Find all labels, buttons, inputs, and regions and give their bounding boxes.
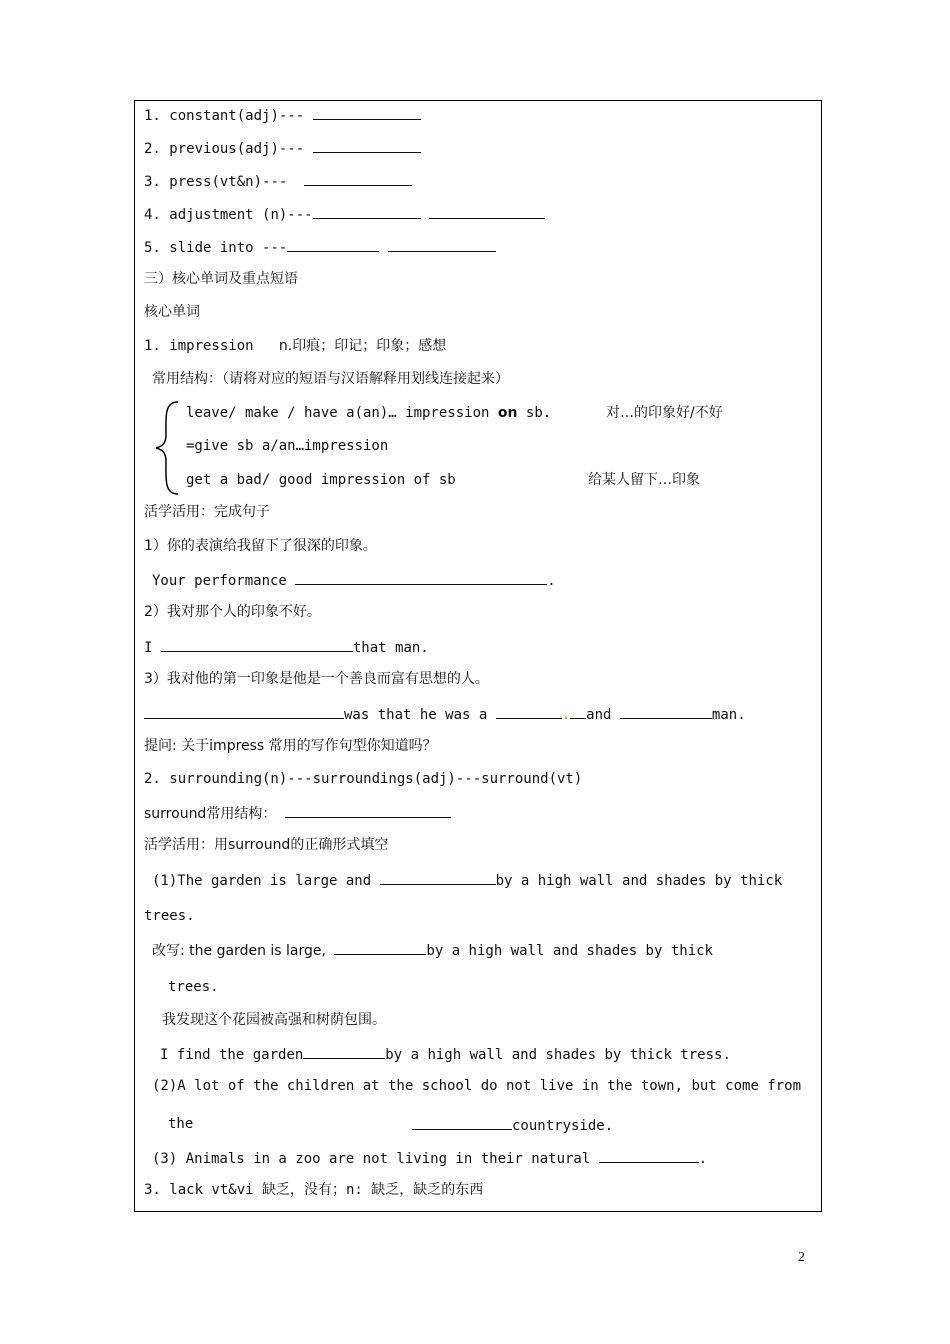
sentence-cn: 3）我对他的第一印象是他是一个善良而富有思想的人。: [144, 671, 489, 687]
word-entry: 3. lack vt&vi 缺乏，没有；n: 缺乏，缺乏的东西: [144, 1182, 484, 1198]
phrase-line: leave/ make / have a(an)… impression on sb.: [186, 405, 552, 421]
question-text: 提问: 关于impress 常用的写作句型你知道吗？: [144, 738, 437, 754]
exercise-line: the: [168, 1116, 194, 1132]
practice-heading: 活学活用：完成句子: [144, 504, 270, 520]
phrase-meaning: 对…的印象好/不好: [606, 405, 723, 421]
sentence-en: I that man.: [144, 637, 429, 657]
section-heading: 三）核心单词及重点短语: [144, 271, 298, 287]
sentence-en: Your performance .: [152, 570, 556, 590]
subsection-heading: 核心单词: [144, 304, 200, 320]
structure-line: surround常用结构：: [144, 803, 451, 823]
practice-heading: 活学活用：用surround的正确形式填空: [144, 837, 389, 853]
page-number: 2: [798, 1250, 805, 1265]
vocab-item: 1. constant(adj)---: [144, 105, 421, 125]
exercise-cn: 我发现这个花园被高强和树荫包围。: [162, 1012, 386, 1028]
word-entry: 2. surrounding(n)---surroundings(adj)---surround(vt): [144, 771, 583, 787]
exercise-line: (3) Animals in a zoo are not living in their natural .: [152, 1148, 707, 1168]
exercise-line: trees.: [168, 979, 219, 995]
word-entry: 1. impression n.印痕；印记；印象；感想: [144, 338, 447, 354]
sentence-cn: 2）我对那个人的印象不好。: [144, 604, 321, 620]
sentence-cn: 1）你的表演给我留下了很深的印象。: [144, 538, 377, 554]
exercise-line: trees.: [144, 908, 195, 924]
sentence-en: was that he was a . and man.: [144, 704, 746, 724]
vocab-item: 3. press(vt&n)---: [144, 171, 412, 191]
vocab-item: 5. slide into ---: [144, 237, 496, 257]
vocab-item: 4. adjustment (n)---: [144, 204, 545, 224]
exercise-line: 改写: the garden is large, by a high wall and shades by thick: [152, 940, 713, 960]
curly-brace: [152, 400, 182, 496]
vocab-item: 2. previous(adj)---: [144, 138, 421, 158]
exercise-line: (2)A lot of the children at the school do not live in the town, but come from: [152, 1078, 802, 1094]
phrase-meaning: 给某人留下…印象: [588, 472, 700, 488]
phrase-line: get a bad/ good impression of sb: [186, 472, 456, 488]
exercise-line: (1)The garden is large and by a high wall and shades by thick: [152, 870, 782, 890]
exercise-line: countryside.: [412, 1115, 613, 1135]
exercise-line: I find the garden by a high wall and shades by thick tress.: [160, 1044, 731, 1064]
structure-heading: 常用结构：（请将对应的短语与汉语解释用划线连接起来）: [152, 371, 509, 387]
phrase-line: =give sb a/an…impression: [186, 438, 389, 454]
